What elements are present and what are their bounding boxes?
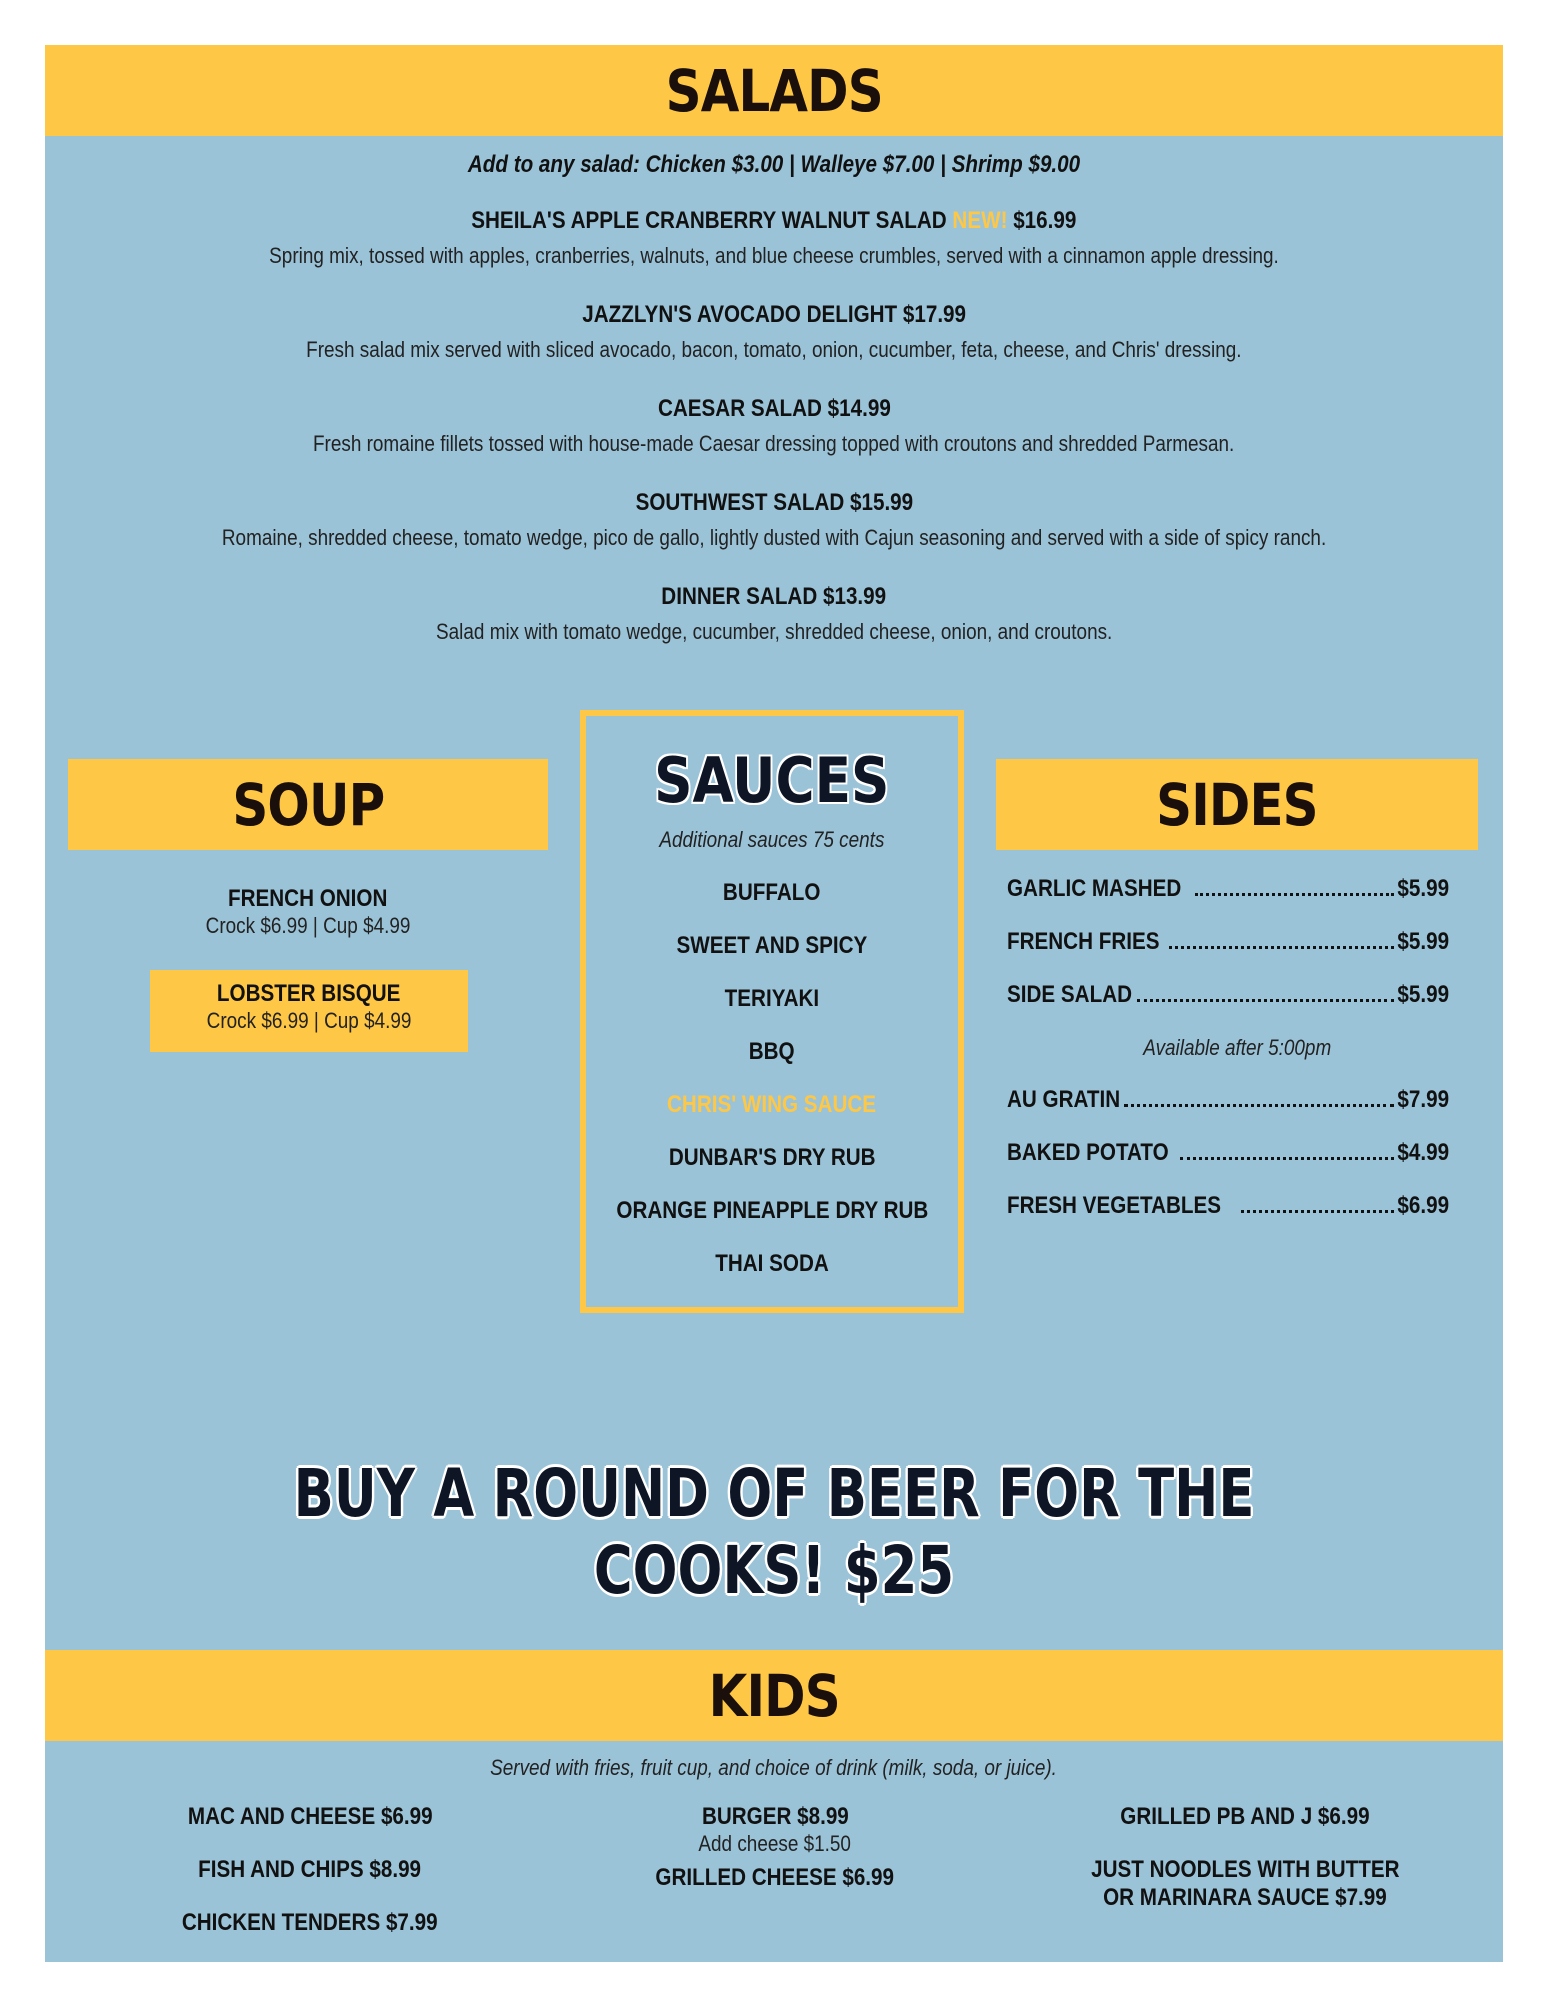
kids-item: CHICKEN TENDERS $7.99 bbox=[182, 1909, 438, 1936]
salad-item bbox=[45, 301, 1503, 363]
side-name: GARLIC MASHED bbox=[1007, 875, 1182, 902]
sauce-item: THAI SODA bbox=[715, 1250, 829, 1277]
kids-note: Served with fries, fruit cup, and choice of drink (milk, soda, or juice). bbox=[490, 1755, 1058, 1780]
salads-header bbox=[45, 45, 1503, 136]
sauce-item: ORANGE PINEAPPLE DRY RUB bbox=[616, 1197, 928, 1224]
side-item bbox=[1007, 981, 1449, 1009]
salad-desc: Salad mix with tomato wedge, cucumber, shredded cheese, onion, and croutons. bbox=[435, 619, 1113, 644]
kids-item: BURGER $8.99 bbox=[701, 1803, 849, 1830]
salad-item bbox=[45, 489, 1503, 551]
salad-item bbox=[45, 207, 1503, 269]
sauces-title: SAUCES bbox=[654, 744, 890, 817]
salad-name: CAESAR SALAD $14.99 bbox=[657, 395, 891, 422]
salads-title: SALADS bbox=[665, 56, 883, 125]
side-name: BAKED POTATO bbox=[1007, 1139, 1169, 1166]
side-price: $5.99 bbox=[1397, 981, 1449, 1008]
salad-desc: Romaine, shredded cheese, tomato wedge, pico de gallo, lightly dusted with Cajun seasoning and served with a side of spicy ranch. bbox=[221, 525, 1327, 550]
kids-column bbox=[590, 1803, 960, 1892]
salad-addons-text: Add to any salad: Chicken $3.00 | Walleye $7.00 | Shrimp $9.00 bbox=[467, 151, 1081, 178]
side-price: $5.99 bbox=[1397, 928, 1449, 955]
kids-column bbox=[1060, 1803, 1430, 1912]
side-item bbox=[1007, 1192, 1449, 1220]
kids-item-note: Add cheese $1.50 bbox=[698, 1831, 852, 1856]
new-badge: NEW! bbox=[952, 207, 1008, 234]
soup-sizes: Crock $6.99 | Cup $4.99 bbox=[205, 913, 411, 938]
soup-name: LOBSTER BISQUE bbox=[217, 980, 401, 1007]
side-name: FRESH VEGETABLES bbox=[1007, 1192, 1222, 1219]
salad-desc: Fresh salad mix served with sliced avocado, bacon, tomato, onion, cucumber, feta, cheese, and Chris' dressing. bbox=[306, 337, 1242, 362]
side-price: $4.99 bbox=[1397, 1139, 1449, 1166]
salad-price: $16.99 bbox=[1013, 207, 1077, 234]
soup-item bbox=[68, 885, 548, 939]
salad-item bbox=[45, 395, 1503, 457]
side-price: $7.99 bbox=[1397, 1086, 1449, 1113]
sauces-note: Additional sauces 75 cents bbox=[659, 827, 885, 852]
side-name: FRENCH FRIES bbox=[1007, 928, 1160, 955]
soup-sizes: Crock $6.99 | Cup $4.99 bbox=[206, 1008, 412, 1033]
sides-note: Available after 5:00pm bbox=[1143, 1035, 1331, 1060]
sides-title: SIDES bbox=[1156, 770, 1318, 839]
sauce-item: SWEET AND SPICY bbox=[676, 932, 868, 959]
side-item bbox=[1007, 1086, 1449, 1114]
sauce-item-featured: CHRIS' WING SAUCE bbox=[667, 1091, 877, 1118]
beer-promo: BUY A ROUND OF BEER FOR THE COOKS! $25 bbox=[293, 1455, 1255, 1609]
salad-name: DINNER SALAD $13.99 bbox=[661, 583, 887, 610]
salad-item bbox=[45, 583, 1503, 645]
menu-page bbox=[45, 45, 1503, 1962]
salad-name: SHEILA'S APPLE CRANBERRY WALNUT SALAD bbox=[471, 207, 947, 234]
sauce-item: BBQ bbox=[749, 1038, 795, 1065]
salad-desc: Fresh romaine fillets tossed with house-made Caesar dressing topped with croutons and shredded Parmesan. bbox=[313, 431, 1235, 456]
soup-header bbox=[68, 759, 548, 850]
side-price: $6.99 bbox=[1397, 1192, 1449, 1219]
kids-item: MAC AND CHEESE $6.99 bbox=[187, 1803, 433, 1830]
kids-item: FISH AND CHIPS $8.99 bbox=[198, 1856, 422, 1883]
salad-name: JAZZLYN'S AVOCADO DELIGHT $17.99 bbox=[582, 301, 966, 328]
side-item bbox=[1007, 928, 1449, 956]
side-item bbox=[1007, 875, 1449, 903]
soup-item bbox=[150, 980, 468, 1034]
sides-header bbox=[996, 759, 1478, 850]
salad-addons bbox=[45, 151, 1503, 179]
soup-name: FRENCH ONION bbox=[228, 885, 388, 912]
kids-item: GRILLED CHEESE $6.99 bbox=[655, 1864, 895, 1891]
side-price: $5.99 bbox=[1397, 875, 1449, 902]
kids-item: JUST NOODLES WITH BUTTER bbox=[1090, 1856, 1400, 1883]
side-name: AU GRATIN bbox=[1007, 1086, 1121, 1113]
kids-header bbox=[45, 1650, 1503, 1741]
soup-title: SOUP bbox=[232, 770, 384, 839]
salad-desc: Spring mix, tossed with apples, cranberries, walnuts, and blue cheese crumbles, served with a cinnamon apple dressing. bbox=[269, 243, 1279, 268]
side-item bbox=[1007, 1139, 1449, 1167]
kids-item: GRILLED PB AND J $6.99 bbox=[1120, 1803, 1370, 1830]
kids-column bbox=[125, 1803, 495, 1962]
side-name: SIDE SALAD bbox=[1007, 981, 1133, 1008]
kids-title: KIDS bbox=[708, 1661, 840, 1730]
sauces-box bbox=[580, 710, 964, 1313]
sauce-item: TERIYAKI bbox=[724, 985, 820, 1012]
kids-item: OR MARINARA SAUCE $7.99 bbox=[1103, 1884, 1387, 1911]
salad-name: SOUTHWEST SALAD $15.99 bbox=[635, 489, 913, 516]
sauce-item: DUNBAR'S DRY RUB bbox=[668, 1144, 876, 1171]
sauce-item: BUFFALO bbox=[723, 879, 821, 906]
